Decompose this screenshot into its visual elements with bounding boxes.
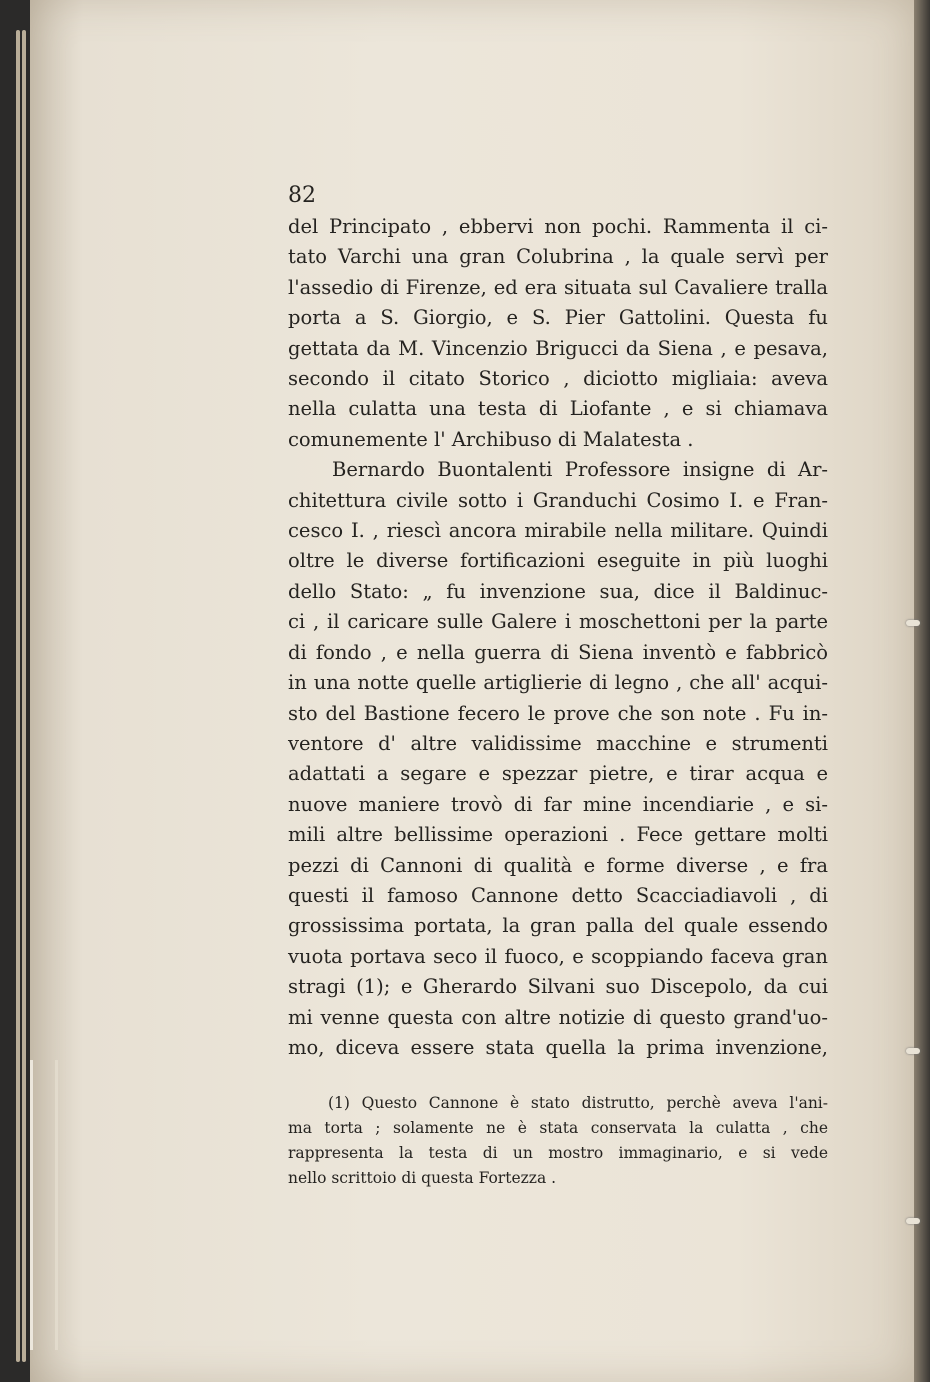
text-line: chitettura civile sotto i Granduchi Cosimo I. e Fran- <box>288 488 828 512</box>
footnote-line: rappresenta la testa di un mostro immaginario, e si vede <box>288 1144 828 1163</box>
text-line: comunemente l' Archibuso di Malatesta . <box>288 427 694 451</box>
text-line: mi venne questa con altre notizie di questo grand'uo- <box>288 1005 828 1029</box>
text-line: mili altre bellissime operazioni . Fece gettare molti <box>288 823 828 847</box>
text-line: secondo il citato Storico , diciotto migliaia: aveva <box>288 367 828 391</box>
text-line: adattati a segare e spezzar pietre, e tirar acqua e <box>288 762 828 786</box>
text-line: sto del Bastione fecero le prove che son note . Fu in- <box>288 701 828 725</box>
text-line: gettata da M. Vincenzio Brigucci da Siena , e pesava, <box>288 336 828 360</box>
footnote-line: (1) Questo Cannone è stato distrutto, perchè aveva l'ani- <box>328 1094 828 1113</box>
footnotes <box>288 1091 828 1191</box>
text-line: mo, diceva essere stata quella la prima invenzione, <box>288 1035 828 1059</box>
text-line: l'assedio di Firenze, ed era situata sul Cavaliere tralla <box>288 275 828 299</box>
text-line: pezzi di Cannoni di qualità e forme diverse , e fra <box>288 853 828 877</box>
page-edge <box>16 30 20 1362</box>
text-line: Bernardo Buontalenti Professore insigne di Ar- <box>332 458 828 482</box>
page-edge <box>22 30 26 1362</box>
text-line: dello Stato: „ fu invenzione sua, dice il Baldinuc- <box>288 579 828 603</box>
text-line: grossissima portata, la gran palla del quale essendo <box>288 914 828 938</box>
book-binding <box>914 0 930 1382</box>
text-line: nuove maniere trovò di far mine incendiarie , e si- <box>288 792 828 816</box>
binding-stitch <box>906 1218 920 1224</box>
text-line: ci , il caricare sulle Galere i moschettoni per la parte <box>288 610 828 634</box>
footnote-line: ma torta ; solamente ne è stata conservata la culatta , che <box>288 1119 828 1138</box>
text-line: questi il famoso Cannone detto Scacciadiavoli , di <box>288 883 828 907</box>
text-line: in una notte quelle artiglierie di legno , che all' acqui- <box>288 671 828 695</box>
text-line: porta a S. Giorgio, e S. Pier Gattolini. Questa fu <box>288 306 828 330</box>
body-text <box>288 212 828 1063</box>
footnote-line: nello scrittoio di questa Fortezza . <box>288 1169 557 1188</box>
binding-stitch <box>906 620 920 626</box>
text-line: stragi (1); e Gherardo Silvani suo Discepolo, da cui <box>288 975 828 999</box>
binding-stitch <box>906 1048 920 1054</box>
text-line: cesco I. , riescì ancora mirabile nella militare. Quindi <box>288 519 828 543</box>
binding-string <box>30 1060 58 1350</box>
page-text <box>288 182 828 1191</box>
page-number: 82 <box>288 183 316 208</box>
text-line: tato Varchi una gran Colubrina , la quale servì per <box>288 245 828 269</box>
text-line: oltre le diverse fortificazioni eseguite in più luoghi <box>288 549 828 573</box>
text-line: ventore d' altre validissime macchine e strumenti <box>288 731 828 755</box>
text-line: vuota portava seco il fuoco, e scoppiando faceva gran <box>288 944 828 968</box>
text-line: di fondo , e nella guerra di Siena inventò e fabbricò <box>288 640 828 664</box>
text-line: nella culatta una testa di Liofante , e si chiamava <box>288 397 828 421</box>
text-line: del Principato , ebbervi non pochi. Rammenta il ci- <box>288 215 828 238</box>
book-page <box>30 0 914 1382</box>
